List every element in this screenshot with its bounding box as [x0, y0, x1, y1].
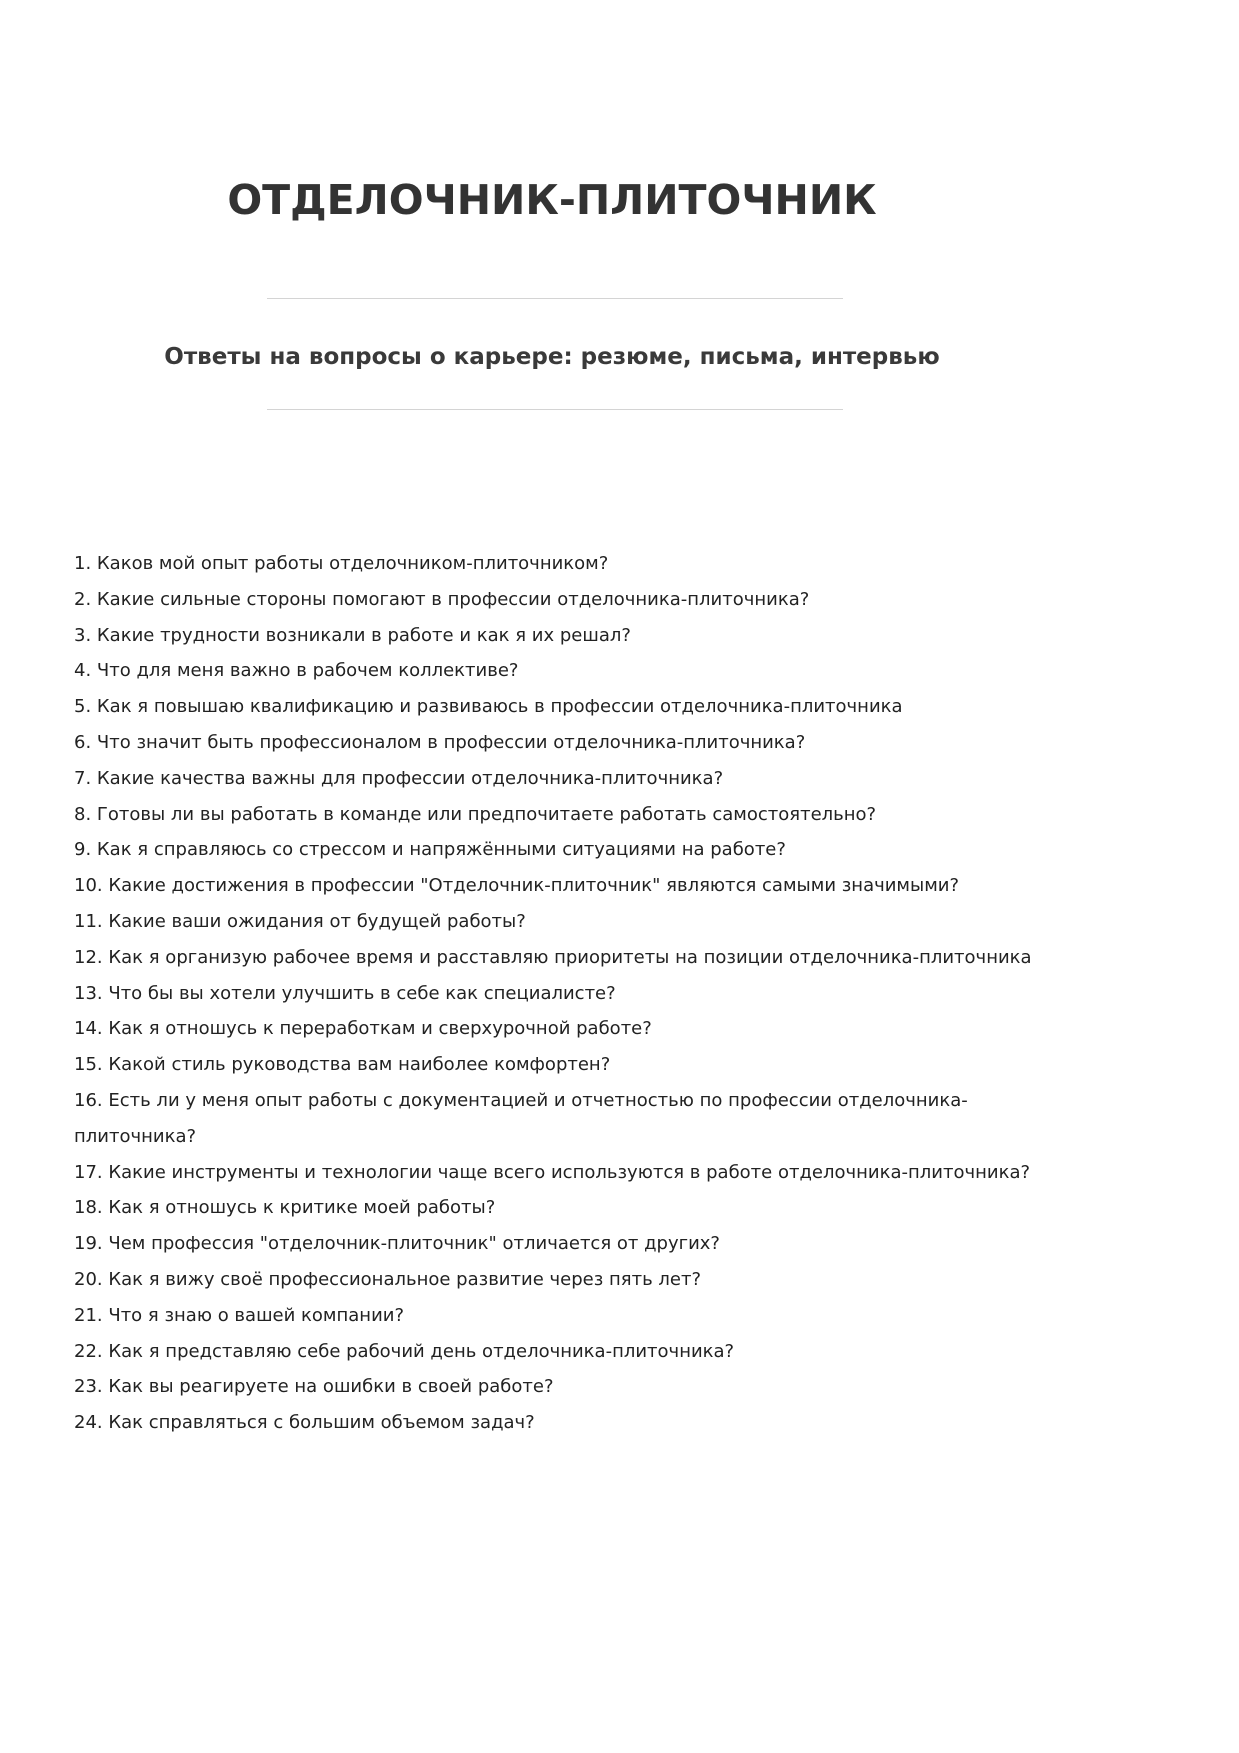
question-item: 12. Как я организую рабочее время и расставляю приоритеты на позиции отделочника-плиточника	[74, 946, 1032, 968]
page-subtitle: Ответы на вопросы о карьере: резюме, письма, интервью	[164, 344, 940, 370]
question-item: 9. Как я справляюсь со стрессом и напряжёнными ситуациями на работе?	[74, 839, 786, 861]
question-item: 18. Как я отношусь к критике моей работы?	[74, 1197, 496, 1219]
question-item: 7. Какие качества важны для профессии отделочника-плиточника?	[74, 767, 724, 789]
question-item: 14. Как я отношусь к переработкам и сверхурочной работе?	[74, 1018, 652, 1040]
question-item: 1. Каков мой опыт работы отделочником-плиточником?	[74, 553, 609, 574]
question-item: 13. Что бы вы хотели улучшить в себе как специалисте?	[74, 982, 616, 1004]
top-divider	[267, 298, 843, 299]
question-item: 22. Как я представляю себе рабочий день отделочника-плиточника?	[74, 1340, 735, 1362]
question-item: 8. Готовы ли вы работать в команде или предпочитаете работать самостоятельно?	[74, 803, 877, 825]
question-item: 10. Какие достижения в профессии "Отделочник-плиточник" являются самыми значимыми?	[74, 875, 960, 897]
question-item: 15. Какой стиль руководства вам наиболее комфортен?	[74, 1054, 611, 1076]
question-item: 23. Как вы реагируете на ошибки в своей работе?	[74, 1376, 554, 1398]
question-item: 16. Есть ли у меня опыт работы с документацией и отчетностью по профессии отделочника-плиточника?	[74, 1089, 968, 1147]
question-item: 4. Что для меня важно в рабочем коллективе?	[74, 660, 519, 682]
question-item: 11. Какие ваши ожидания от будущей работы?	[74, 910, 526, 932]
question-item: 2. Какие сильные стороны помогают в профессии отделочника-плиточника?	[74, 588, 810, 610]
question-item: 3. Какие трудности возникали в работе и как я их решал?	[74, 624, 631, 646]
question-item: 6. Что значит быть профессионалом в профессии отделочника-плиточника?	[74, 731, 806, 753]
question-item: 21. Что я знаю о вашей компании?	[74, 1304, 405, 1326]
page-title: ОТДЕЛОЧНИК-ПЛИТОЧНИК	[227, 176, 877, 224]
question-item: 20. Как я вижу своё профессиональное развитие через пять лет?	[74, 1268, 702, 1290]
question-item: 19. Чем профессия "отделочник-плиточник" отличается от других?	[74, 1233, 720, 1255]
question-item: 5. Как я повышаю квалификацию и развиваюсь в профессии отделочника-плиточника	[74, 696, 903, 718]
bottom-divider	[267, 409, 843, 410]
question-item: 24. Как справляться с большим объемом задач?	[74, 1412, 535, 1434]
questions-list	[74, 546, 1034, 1441]
question-item: 17. Какие инструменты и технологии чаще всего используются в работе отделочника-плиточника?	[74, 1161, 1031, 1183]
